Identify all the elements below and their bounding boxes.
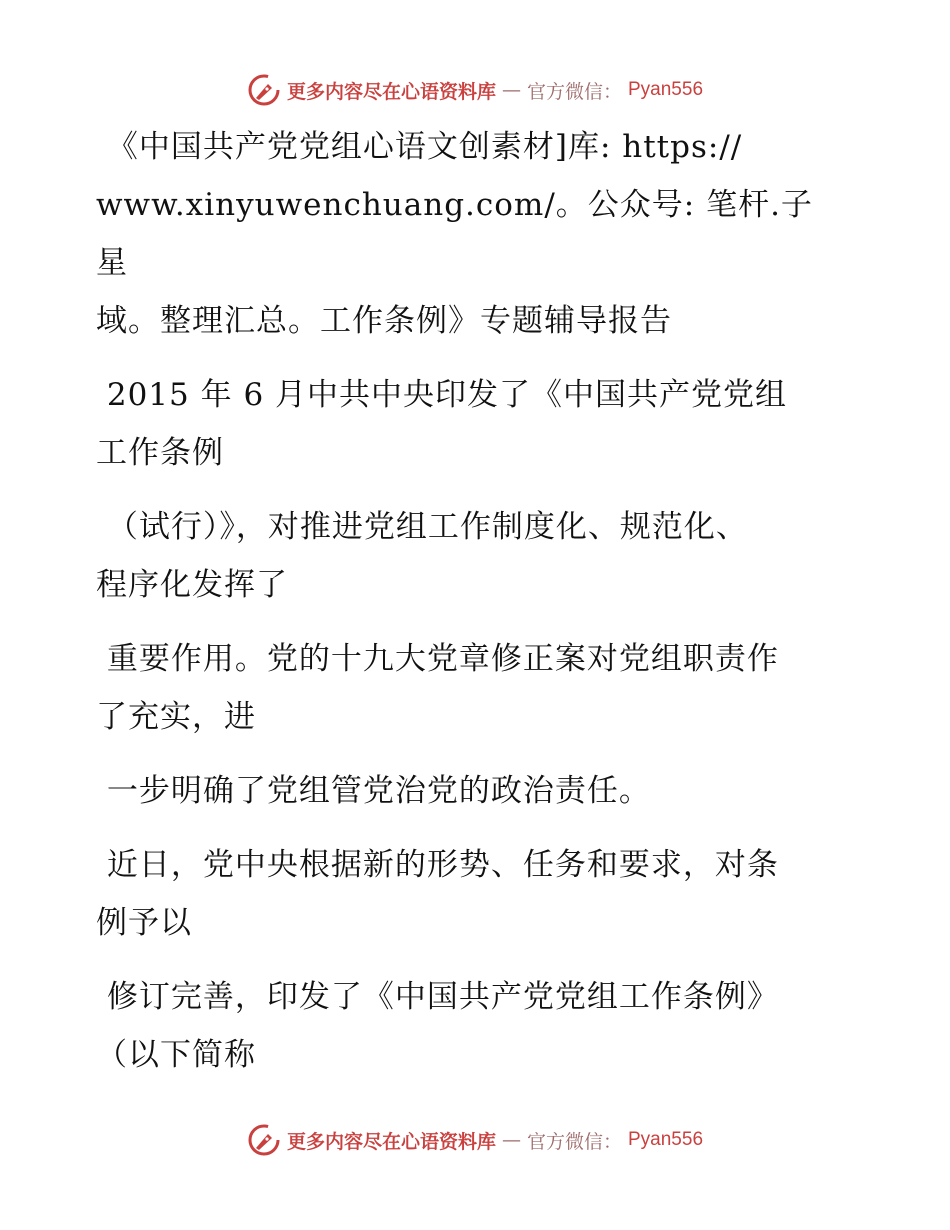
paragraph-7: 修订完善，印发了《中国共产党党组工作条例》 （以下简称 <box>96 979 779 1073</box>
paragraph-title: 《中国共产党党组心语文创素材]库: https:// www.xinyuwenchuang.com/。公众号: 笔杆.子星 域。整理汇总。工作条例》专题辅导报告 <box>96 129 813 339</box>
footer-watermark-banner <box>0 1120 950 1160</box>
pen-nib-logo-icon <box>247 1123 281 1157</box>
banner-dash: — <box>501 79 521 101</box>
banner-wechat-label: 官方微信： <box>526 80 622 103</box>
paragraph-3: （试行）》，对推进党组工作制度化、规范化、 程序化发挥了 <box>96 509 748 603</box>
header-watermark-banner <box>0 70 950 110</box>
banner-dash: — <box>501 1129 521 1151</box>
pen-nib-logo-icon <box>247 73 281 107</box>
banner-site-text: 更多内容尽在心语资料库 <box>286 80 496 103</box>
paragraph-2: 2015 年 6 月中共中央印发了《中国共产党党组 工作条例 <box>96 377 788 471</box>
banner-wechat-label: 官方微信： <box>526 1130 622 1153</box>
banner-site-text: 更多内容尽在心语资料库 <box>286 1130 496 1153</box>
paragraph-5: 一步明确了党组管党治党的政治责任。 <box>96 773 651 809</box>
paragraph-4: 重要作用。党的十九大党章修正案对党组职责作 了充实，进 <box>96 641 779 735</box>
document-body <box>96 118 836 1084</box>
paragraph-6: 近日，党中央根据新的形势、任务和要求，对条 例予以 <box>96 847 779 941</box>
banner-wechat-id: Pyan556 <box>628 1129 704 1150</box>
banner-wechat-id: Pyan556 <box>628 79 704 100</box>
